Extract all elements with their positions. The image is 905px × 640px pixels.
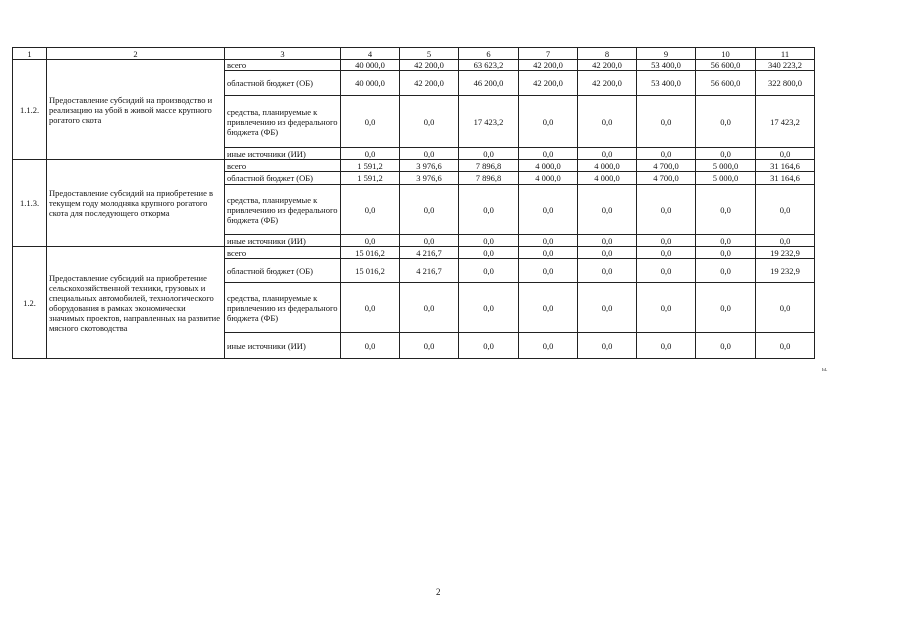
row-code: 1.1.3. (13, 160, 47, 247)
value-cell: 0,0 (400, 185, 459, 235)
value-cell: 1 591,2 (341, 160, 400, 172)
value-cell: 42 200,0 (519, 71, 578, 96)
value-cell: 0,0 (756, 283, 815, 333)
value-cell: 0,0 (519, 148, 578, 160)
value-cell: 42 200,0 (519, 60, 578, 71)
value-cell: 322 800,0 (756, 71, 815, 96)
header-cell: 5 (400, 48, 459, 60)
value-cell: 7 896,8 (459, 172, 519, 185)
measure-description: Предоставление субсидий на приобретение сельскохозяйственной техники, грузовых и специальных автомобилей, технологического оборудования в рамках экономически значимых проектов, направленных на развитие мясного скотоводства (47, 247, 225, 359)
value-cell: 56 600,0 (696, 71, 756, 96)
value-cell: 40 000,0 (341, 60, 400, 71)
page-number: 2 (436, 587, 441, 597)
measure-description: Предоставление субсидий на приобретение в текущем году молодняка крупного рогатого скота для последующего откорма (47, 160, 225, 247)
value-cell: 0,0 (519, 96, 578, 148)
funding-source: средства, планируемые к привлечению из федерального бюджета (ФБ) (225, 185, 341, 235)
value-cell: 19 232,9 (756, 247, 815, 259)
value-cell: 4 000,0 (578, 160, 637, 172)
header-cell: 11 (756, 48, 815, 60)
value-cell: 5 000,0 (696, 172, 756, 185)
value-cell: 42 200,0 (578, 71, 637, 96)
funding-source: иные источники (ИИ) (225, 148, 341, 160)
value-cell: 0,0 (519, 333, 578, 359)
value-cell: 56 600,0 (696, 60, 756, 71)
value-cell: 0,0 (756, 235, 815, 247)
value-cell: 0,0 (637, 148, 696, 160)
value-cell: 0,0 (578, 259, 637, 283)
measure-description: Предоставление субсидий на производство и реализацию на убой в живой массе крупного рогатого скота (47, 60, 225, 160)
value-cell: 63 623,2 (459, 60, 519, 71)
value-cell: 0,0 (756, 333, 815, 359)
value-cell: 0,0 (459, 259, 519, 283)
value-cell: 0,0 (459, 235, 519, 247)
value-cell: 340 223,2 (756, 60, 815, 71)
value-cell: 0,0 (637, 247, 696, 259)
value-cell: 53 400,0 (637, 60, 696, 71)
value-cell: 0,0 (637, 333, 696, 359)
value-cell: 0,0 (696, 235, 756, 247)
table-row (13, 60, 815, 71)
value-cell: 0,0 (400, 333, 459, 359)
value-cell: 0,0 (459, 283, 519, 333)
row-code: 1.1.2. (13, 60, 47, 160)
value-cell: 0,0 (341, 283, 400, 333)
value-cell: 7 896,8 (459, 160, 519, 172)
value-cell: 0,0 (578, 185, 637, 235)
table-row (13, 160, 815, 172)
value-cell: 4 216,7 (400, 259, 459, 283)
value-cell: 31 164,6 (756, 160, 815, 172)
value-cell: 0,0 (459, 148, 519, 160)
value-cell: 42 200,0 (578, 60, 637, 71)
value-cell: 0,0 (459, 247, 519, 259)
header-cell: 4 (341, 48, 400, 60)
value-cell: 0,0 (578, 148, 637, 160)
value-cell: 0,0 (578, 247, 637, 259)
value-cell: 4 700,0 (637, 160, 696, 172)
value-cell: 17 423,2 (459, 96, 519, 148)
budget-table (12, 47, 815, 359)
value-cell: 0,0 (696, 283, 756, 333)
value-cell: 0,0 (519, 247, 578, 259)
header-cell: 1 (13, 48, 47, 60)
header-cell: 8 (578, 48, 637, 60)
value-cell: 0,0 (400, 283, 459, 333)
funding-source: иные источники (ИИ) (225, 333, 341, 359)
value-cell: 0,0 (696, 259, 756, 283)
margin-mark: ы. (822, 367, 828, 373)
header-row (13, 48, 815, 60)
funding-source: областной бюджет (ОБ) (225, 259, 341, 283)
value-cell: 0,0 (400, 96, 459, 148)
value-cell: 4 000,0 (578, 172, 637, 185)
value-cell: 4 000,0 (519, 160, 578, 172)
header-cell: 2 (47, 48, 225, 60)
value-cell: 46 200,0 (459, 71, 519, 96)
funding-source: всего (225, 60, 341, 71)
funding-source: всего (225, 160, 341, 172)
header-cell: 3 (225, 48, 341, 60)
value-cell: 0,0 (696, 148, 756, 160)
value-cell: 0,0 (578, 96, 637, 148)
table-row (13, 247, 815, 259)
funding-source: всего (225, 247, 341, 259)
value-cell: 17 423,2 (756, 96, 815, 148)
value-cell: 0,0 (341, 333, 400, 359)
value-cell: 0,0 (578, 235, 637, 247)
value-cell: 0,0 (519, 235, 578, 247)
value-cell: 0,0 (637, 259, 696, 283)
value-cell: 0,0 (637, 283, 696, 333)
value-cell: 0,0 (341, 235, 400, 247)
funding-source: областной бюджет (ОБ) (225, 172, 341, 185)
value-cell: 0,0 (637, 235, 696, 247)
row-code: 1.2. (13, 247, 47, 359)
funding-source: средства, планируемые к привлечению из федерального бюджета (ФБ) (225, 283, 341, 333)
value-cell: 0,0 (756, 148, 815, 160)
value-cell: 4 000,0 (519, 172, 578, 185)
value-cell: 0,0 (637, 96, 696, 148)
value-cell: 3 976,6 (400, 172, 459, 185)
value-cell: 19 232,9 (756, 259, 815, 283)
value-cell: 0,0 (578, 333, 637, 359)
value-cell: 5 000,0 (696, 160, 756, 172)
header-cell: 9 (637, 48, 696, 60)
value-cell: 3 976,6 (400, 160, 459, 172)
value-cell: 0,0 (519, 185, 578, 235)
funding-source: средства, планируемые к привлечению из федерального бюджета (ФБ) (225, 96, 341, 148)
value-cell: 1 591,2 (341, 172, 400, 185)
value-cell: 0,0 (696, 247, 756, 259)
value-cell: 15 016,2 (341, 247, 400, 259)
value-cell: 0,0 (756, 185, 815, 235)
value-cell: 42 200,0 (400, 71, 459, 96)
value-cell: 0,0 (519, 259, 578, 283)
value-cell: 31 164,6 (756, 172, 815, 185)
value-cell: 0,0 (400, 148, 459, 160)
value-cell: 0,0 (341, 96, 400, 148)
value-cell: 0,0 (696, 96, 756, 148)
value-cell: 0,0 (696, 333, 756, 359)
value-cell: 0,0 (696, 185, 756, 235)
value-cell: 0,0 (519, 283, 578, 333)
value-cell: 0,0 (459, 333, 519, 359)
value-cell: 15 016,2 (341, 259, 400, 283)
value-cell: 53 400,0 (637, 71, 696, 96)
funding-source: областной бюджет (ОБ) (225, 71, 341, 96)
funding-source: иные источники (ИИ) (225, 235, 341, 247)
header-cell: 6 (459, 48, 519, 60)
header-cell: 10 (696, 48, 756, 60)
value-cell: 40 000,0 (341, 71, 400, 96)
value-cell: 42 200,0 (400, 60, 459, 71)
value-cell: 0,0 (341, 185, 400, 235)
value-cell: 4 216,7 (400, 247, 459, 259)
value-cell: 0,0 (400, 235, 459, 247)
value-cell: 0,0 (459, 185, 519, 235)
value-cell: 4 700,0 (637, 172, 696, 185)
header-cell: 7 (519, 48, 578, 60)
value-cell: 0,0 (637, 185, 696, 235)
value-cell: 0,0 (341, 148, 400, 160)
value-cell: 0,0 (578, 283, 637, 333)
